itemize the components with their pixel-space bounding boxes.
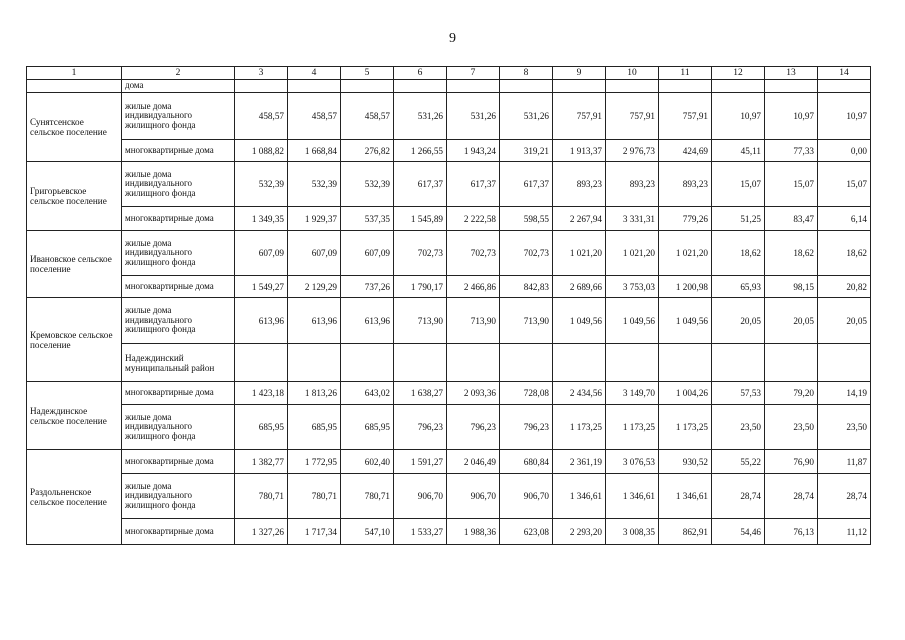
value-cell: 1 266,55 bbox=[394, 140, 447, 162]
value-cell: 702,73 bbox=[500, 231, 553, 276]
value-cell: 2 689,66 bbox=[553, 276, 606, 298]
column-header: 1 bbox=[27, 67, 122, 80]
value-cell: 532,39 bbox=[341, 162, 394, 207]
value-cell: 458,57 bbox=[235, 93, 288, 140]
value-cell: 10,97 bbox=[712, 93, 765, 140]
housing-type-cell: жилые дома индивидуального жилищного фонда bbox=[122, 162, 235, 207]
value-cell: 702,73 bbox=[447, 231, 500, 276]
value-cell: 728,08 bbox=[500, 382, 553, 405]
municipality-cell: Надеждинский муниципальный район bbox=[122, 344, 235, 382]
column-header: 13 bbox=[765, 67, 818, 80]
value-cell: 613,96 bbox=[341, 298, 394, 344]
value-cell bbox=[606, 344, 659, 382]
value-cell: 1 533,27 bbox=[394, 519, 447, 545]
value-cell: 1 790,17 bbox=[394, 276, 447, 298]
municipality-cell: Раздольненское сельское поселение bbox=[27, 450, 122, 545]
value-cell bbox=[447, 344, 500, 382]
value-cell: 51,25 bbox=[712, 207, 765, 231]
housing-type-cell: жилые дома индивидуального жилищного фонда bbox=[122, 405, 235, 450]
value-cell bbox=[500, 80, 553, 93]
table-row bbox=[27, 474, 871, 519]
value-cell: 737,26 bbox=[341, 276, 394, 298]
value-cell: 796,23 bbox=[500, 405, 553, 450]
table-row bbox=[27, 344, 871, 382]
table-row bbox=[27, 80, 871, 93]
column-header: 5 bbox=[341, 67, 394, 80]
value-cell bbox=[447, 80, 500, 93]
table-row bbox=[27, 519, 871, 545]
value-cell: 15,07 bbox=[712, 162, 765, 207]
value-cell: 23,50 bbox=[765, 405, 818, 450]
value-cell: 20,05 bbox=[712, 298, 765, 344]
value-cell: 685,95 bbox=[235, 405, 288, 450]
value-cell: 1 049,56 bbox=[606, 298, 659, 344]
value-cell bbox=[394, 344, 447, 382]
table-row bbox=[27, 140, 871, 162]
value-cell: 531,26 bbox=[500, 93, 553, 140]
value-cell: 20,05 bbox=[765, 298, 818, 344]
housing-type-cell: многоквартирные дома bbox=[122, 382, 235, 405]
value-cell: 319,21 bbox=[500, 140, 553, 162]
value-cell bbox=[235, 80, 288, 93]
housing-type-cell: жилые дома индивидуального жилищного фонда bbox=[122, 298, 235, 344]
housing-type-cell: многоквартирные дома bbox=[122, 450, 235, 474]
tariff-table bbox=[26, 66, 871, 545]
value-cell: 2 976,73 bbox=[606, 140, 659, 162]
column-header: 4 bbox=[288, 67, 341, 80]
value-cell: 11,87 bbox=[818, 450, 871, 474]
value-cell: 713,90 bbox=[447, 298, 500, 344]
value-cell bbox=[818, 80, 871, 93]
value-cell: 1 346,61 bbox=[606, 474, 659, 519]
value-cell: 45,11 bbox=[712, 140, 765, 162]
value-cell: 1 049,56 bbox=[553, 298, 606, 344]
value-cell: 1 813,26 bbox=[288, 382, 341, 405]
value-cell: 1 346,61 bbox=[553, 474, 606, 519]
value-cell: 1 200,98 bbox=[659, 276, 712, 298]
value-cell: 77,33 bbox=[765, 140, 818, 162]
value-cell: 20,82 bbox=[818, 276, 871, 298]
column-header: 12 bbox=[712, 67, 765, 80]
table-row bbox=[27, 382, 871, 405]
value-cell: 2 434,56 bbox=[553, 382, 606, 405]
value-cell: 3 753,03 bbox=[606, 276, 659, 298]
value-cell: 1 021,20 bbox=[553, 231, 606, 276]
value-cell: 28,74 bbox=[818, 474, 871, 519]
housing-type-cell: жилые дома индивидуального жилищного фонда bbox=[122, 231, 235, 276]
value-cell bbox=[765, 344, 818, 382]
value-cell: 930,52 bbox=[659, 450, 712, 474]
value-cell: 531,26 bbox=[447, 93, 500, 140]
value-cell: 458,57 bbox=[288, 93, 341, 140]
value-cell: 18,62 bbox=[765, 231, 818, 276]
value-cell: 607,09 bbox=[235, 231, 288, 276]
value-cell: 602,40 bbox=[341, 450, 394, 474]
municipality-cell: Надеждинское сельское поселение bbox=[27, 382, 122, 450]
housing-type-cell: многоквартирные дома bbox=[122, 140, 235, 162]
value-cell: 28,74 bbox=[765, 474, 818, 519]
table-row bbox=[27, 298, 871, 344]
value-cell: 532,39 bbox=[235, 162, 288, 207]
value-cell: 780,71 bbox=[341, 474, 394, 519]
value-cell: 702,73 bbox=[394, 231, 447, 276]
table-row bbox=[27, 276, 871, 298]
value-cell: 643,02 bbox=[341, 382, 394, 405]
value-cell: 2 222,58 bbox=[447, 207, 500, 231]
value-cell bbox=[500, 344, 553, 382]
value-cell: 862,91 bbox=[659, 519, 712, 545]
value-cell: 3 008,35 bbox=[606, 519, 659, 545]
value-cell bbox=[712, 344, 765, 382]
municipality-cell: Григорьевское сельское поселение bbox=[27, 162, 122, 231]
value-cell: 10,97 bbox=[765, 93, 818, 140]
value-cell: 1 349,35 bbox=[235, 207, 288, 231]
value-cell: 780,71 bbox=[235, 474, 288, 519]
value-cell: 613,96 bbox=[288, 298, 341, 344]
value-cell: 2 361,19 bbox=[553, 450, 606, 474]
value-cell: 906,70 bbox=[500, 474, 553, 519]
value-cell: 2 046,49 bbox=[447, 450, 500, 474]
value-cell: 685,95 bbox=[341, 405, 394, 450]
value-cell: 757,91 bbox=[659, 93, 712, 140]
value-cell: 607,09 bbox=[288, 231, 341, 276]
value-cell: 1 988,36 bbox=[447, 519, 500, 545]
value-cell: 15,07 bbox=[818, 162, 871, 207]
value-cell: 1 549,27 bbox=[235, 276, 288, 298]
value-cell: 757,91 bbox=[553, 93, 606, 140]
value-cell bbox=[712, 80, 765, 93]
value-cell: 458,57 bbox=[341, 93, 394, 140]
value-cell: 1 004,26 bbox=[659, 382, 712, 405]
value-cell: 757,91 bbox=[606, 93, 659, 140]
table-row bbox=[27, 450, 871, 474]
value-cell: 607,09 bbox=[341, 231, 394, 276]
column-header: 6 bbox=[394, 67, 447, 80]
value-cell: 1 591,27 bbox=[394, 450, 447, 474]
value-cell: 617,37 bbox=[447, 162, 500, 207]
value-cell bbox=[288, 344, 341, 382]
municipality-cell: Ивановское сельское поселение bbox=[27, 231, 122, 298]
housing-type-cell: многоквартирные дома bbox=[122, 519, 235, 545]
value-cell: 780,71 bbox=[288, 474, 341, 519]
value-cell: 1 327,26 bbox=[235, 519, 288, 545]
value-cell: 623,08 bbox=[500, 519, 553, 545]
value-cell bbox=[553, 80, 606, 93]
column-header: 8 bbox=[500, 67, 553, 80]
value-cell: 1 638,27 bbox=[394, 382, 447, 405]
column-header: 7 bbox=[447, 67, 500, 80]
municipality-cell: Сунятсенское сельское поселение bbox=[27, 93, 122, 162]
value-cell: 20,05 bbox=[818, 298, 871, 344]
value-cell: 1 668,84 bbox=[288, 140, 341, 162]
housing-type-cell: дома bbox=[122, 80, 235, 93]
table-row bbox=[27, 231, 871, 276]
value-cell: 1 173,25 bbox=[606, 405, 659, 450]
value-cell: 796,23 bbox=[394, 405, 447, 450]
value-cell: 598,55 bbox=[500, 207, 553, 231]
value-cell: 779,26 bbox=[659, 207, 712, 231]
value-cell: 11,12 bbox=[818, 519, 871, 545]
value-cell: 617,37 bbox=[394, 162, 447, 207]
value-cell: 76,13 bbox=[765, 519, 818, 545]
value-cell bbox=[659, 344, 712, 382]
value-cell: 893,23 bbox=[553, 162, 606, 207]
value-cell: 18,62 bbox=[818, 231, 871, 276]
housing-type-cell: жилые дома индивидуального жилищного фонда bbox=[122, 474, 235, 519]
value-cell: 713,90 bbox=[394, 298, 447, 344]
municipality-cell bbox=[27, 80, 122, 93]
column-header: 2 bbox=[122, 67, 235, 80]
value-cell: 531,26 bbox=[394, 93, 447, 140]
column-header: 14 bbox=[818, 67, 871, 80]
housing-type-cell: жилые дома индивидуального жилищного фонда bbox=[122, 93, 235, 140]
value-cell: 23,50 bbox=[712, 405, 765, 450]
housing-type-cell: многоквартирные дома bbox=[122, 207, 235, 231]
value-cell: 1 545,89 bbox=[394, 207, 447, 231]
value-cell: 532,39 bbox=[288, 162, 341, 207]
value-cell: 2 129,29 bbox=[288, 276, 341, 298]
value-cell: 893,23 bbox=[606, 162, 659, 207]
value-cell: 1 173,25 bbox=[553, 405, 606, 450]
value-cell: 3 076,53 bbox=[606, 450, 659, 474]
value-cell: 57,53 bbox=[712, 382, 765, 405]
value-cell: 1 049,56 bbox=[659, 298, 712, 344]
value-cell: 906,70 bbox=[447, 474, 500, 519]
value-cell: 28,74 bbox=[712, 474, 765, 519]
value-cell: 680,84 bbox=[500, 450, 553, 474]
table-row bbox=[27, 93, 871, 140]
value-cell: 55,22 bbox=[712, 450, 765, 474]
value-cell: 537,35 bbox=[341, 207, 394, 231]
value-cell bbox=[765, 80, 818, 93]
value-cell: 1 382,77 bbox=[235, 450, 288, 474]
table-row bbox=[27, 162, 871, 207]
value-cell: 18,62 bbox=[712, 231, 765, 276]
value-cell bbox=[288, 80, 341, 93]
value-cell: 2 293,20 bbox=[553, 519, 606, 545]
value-cell: 15,07 bbox=[765, 162, 818, 207]
value-cell bbox=[341, 344, 394, 382]
value-cell: 14,19 bbox=[818, 382, 871, 405]
value-cell: 6,14 bbox=[818, 207, 871, 231]
column-header: 10 bbox=[606, 67, 659, 80]
value-cell: 2 267,94 bbox=[553, 207, 606, 231]
value-cell: 65,93 bbox=[712, 276, 765, 298]
value-cell: 1 346,61 bbox=[659, 474, 712, 519]
value-cell: 842,83 bbox=[500, 276, 553, 298]
page-number: 9 bbox=[449, 31, 456, 46]
value-cell: 613,96 bbox=[235, 298, 288, 344]
value-cell: 1 173,25 bbox=[659, 405, 712, 450]
column-header: 3 bbox=[235, 67, 288, 80]
value-cell: 893,23 bbox=[659, 162, 712, 207]
value-cell: 796,23 bbox=[447, 405, 500, 450]
housing-type-cell: многоквартирные дома bbox=[122, 276, 235, 298]
value-cell: 1 423,18 bbox=[235, 382, 288, 405]
value-cell: 3 331,31 bbox=[606, 207, 659, 231]
table-row bbox=[27, 207, 871, 231]
value-cell bbox=[341, 80, 394, 93]
value-cell: 906,70 bbox=[394, 474, 447, 519]
value-cell bbox=[394, 80, 447, 93]
value-cell: 76,90 bbox=[765, 450, 818, 474]
value-cell bbox=[659, 80, 712, 93]
value-cell: 1 943,24 bbox=[447, 140, 500, 162]
value-cell: 1 929,37 bbox=[288, 207, 341, 231]
value-cell: 1 717,34 bbox=[288, 519, 341, 545]
table-row bbox=[27, 405, 871, 450]
value-cell: 83,47 bbox=[765, 207, 818, 231]
value-cell: 685,95 bbox=[288, 405, 341, 450]
value-cell: 10,97 bbox=[818, 93, 871, 140]
value-cell: 79,20 bbox=[765, 382, 818, 405]
value-cell: 0,00 bbox=[818, 140, 871, 162]
municipality-cell: Кремовское сельское поселение bbox=[27, 298, 122, 382]
value-cell: 276,82 bbox=[341, 140, 394, 162]
value-cell: 54,46 bbox=[712, 519, 765, 545]
value-cell bbox=[606, 80, 659, 93]
value-cell: 23,50 bbox=[818, 405, 871, 450]
value-cell: 424,69 bbox=[659, 140, 712, 162]
value-cell: 1 021,20 bbox=[659, 231, 712, 276]
value-cell: 617,37 bbox=[500, 162, 553, 207]
value-cell: 547,10 bbox=[341, 519, 394, 545]
table-body bbox=[27, 67, 871, 545]
value-cell bbox=[818, 344, 871, 382]
value-cell: 2 093,36 bbox=[447, 382, 500, 405]
column-header: 9 bbox=[553, 67, 606, 80]
value-cell: 1 913,37 bbox=[553, 140, 606, 162]
value-cell: 3 149,70 bbox=[606, 382, 659, 405]
value-cell: 1 021,20 bbox=[606, 231, 659, 276]
value-cell bbox=[553, 344, 606, 382]
value-cell: 1 772,95 bbox=[288, 450, 341, 474]
value-cell: 1 088,82 bbox=[235, 140, 288, 162]
housing-type-cell bbox=[235, 344, 288, 382]
column-header: 11 bbox=[659, 67, 712, 80]
header-row bbox=[27, 67, 871, 80]
value-cell: 713,90 bbox=[500, 298, 553, 344]
value-cell: 2 466,86 bbox=[447, 276, 500, 298]
value-cell: 98,15 bbox=[765, 276, 818, 298]
